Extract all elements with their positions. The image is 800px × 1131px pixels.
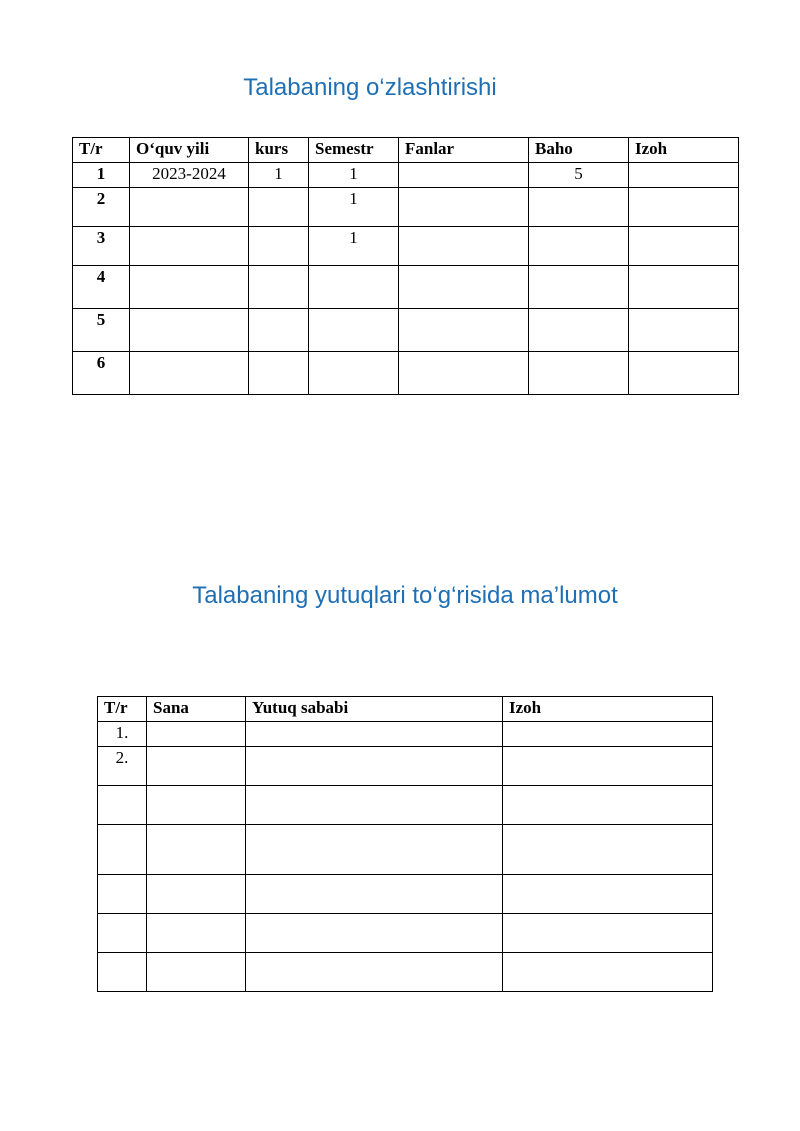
academic-year-cell — [130, 188, 249, 227]
table-row — [98, 914, 713, 953]
academic-year-cell: 2023-2024 — [130, 163, 249, 188]
course-cell — [249, 266, 309, 309]
note-cell — [503, 786, 713, 825]
row-number: 5 — [73, 309, 130, 352]
col-header-semester: Semestr — [309, 138, 399, 163]
row-number: 3 — [73, 227, 130, 266]
subjects-cell — [399, 227, 529, 266]
table-row — [73, 163, 739, 188]
col-header-note: Izoh — [503, 697, 713, 722]
date-cell — [147, 825, 246, 875]
table-row — [98, 875, 713, 914]
note-cell — [503, 914, 713, 953]
note-cell — [503, 825, 713, 875]
grade-cell — [529, 309, 629, 352]
academic-year-cell — [130, 266, 249, 309]
course-cell: 1 — [249, 163, 309, 188]
col-header-date: Sana — [147, 697, 246, 722]
note-cell — [629, 227, 739, 266]
course-cell — [249, 352, 309, 395]
subjects-cell — [399, 352, 529, 395]
table-row — [98, 825, 713, 875]
achievements-title: Talabaning yutuqlari to‘g‘risida ma’lumot — [192, 582, 618, 609]
note-cell — [629, 188, 739, 227]
grade-cell: 5 — [529, 163, 629, 188]
row-number: 1 — [73, 163, 130, 188]
reason-cell — [246, 747, 503, 786]
table-row — [98, 786, 713, 825]
col-header-achievement-reason: Yutuq sababi — [246, 697, 503, 722]
reason-cell — [246, 914, 503, 953]
reason-cell — [246, 722, 503, 747]
note-cell — [503, 722, 713, 747]
subjects-cell — [399, 309, 529, 352]
achievements-table — [97, 696, 713, 992]
table-row — [98, 953, 713, 992]
row-number: 6 — [73, 352, 130, 395]
reason-cell — [246, 953, 503, 992]
row-number — [98, 786, 147, 825]
semester-cell: 1 — [309, 163, 399, 188]
col-header-academic-year: O‘quv yili — [130, 138, 249, 163]
col-header-tr: T/r — [73, 138, 130, 163]
grade-cell — [529, 266, 629, 309]
subjects-cell — [399, 163, 529, 188]
table-row — [98, 747, 713, 786]
note-cell — [503, 875, 713, 914]
academic-year-cell — [130, 227, 249, 266]
col-header-grade: Baho — [529, 138, 629, 163]
achievements-header-row — [98, 697, 713, 722]
row-number: 4 — [73, 266, 130, 309]
row-number: 2. — [98, 747, 147, 786]
semester-cell: 1 — [309, 188, 399, 227]
table-row — [73, 188, 739, 227]
col-header-note: Izoh — [629, 138, 739, 163]
subjects-cell — [399, 188, 529, 227]
grade-cell — [529, 188, 629, 227]
subjects-cell — [399, 266, 529, 309]
course-cell — [249, 188, 309, 227]
row-number — [98, 825, 147, 875]
reason-cell — [246, 786, 503, 825]
row-number — [98, 914, 147, 953]
date-cell — [147, 747, 246, 786]
table-row — [73, 227, 739, 266]
reason-cell — [246, 825, 503, 875]
grades-header-row — [73, 138, 739, 163]
semester-cell: 1 — [309, 227, 399, 266]
row-number: 2 — [73, 188, 130, 227]
row-number — [98, 875, 147, 914]
academic-year-cell — [130, 309, 249, 352]
col-header-subjects: Fanlar — [399, 138, 529, 163]
table-row — [73, 352, 739, 395]
table-row — [73, 309, 739, 352]
grade-cell — [529, 352, 629, 395]
col-header-course: kurs — [249, 138, 309, 163]
reason-cell — [246, 875, 503, 914]
date-cell — [147, 722, 246, 747]
grades-title: Talabaning o‘zlashtirishi — [243, 74, 497, 101]
semester-cell — [309, 309, 399, 352]
row-number: 1. — [98, 722, 147, 747]
date-cell — [147, 953, 246, 992]
row-number — [98, 953, 147, 992]
semester-cell — [309, 352, 399, 395]
date-cell — [147, 786, 246, 825]
note-cell — [503, 747, 713, 786]
date-cell — [147, 914, 246, 953]
semester-cell — [309, 266, 399, 309]
academic-year-cell — [130, 352, 249, 395]
note-cell — [629, 352, 739, 395]
note-cell — [629, 163, 739, 188]
course-cell — [249, 227, 309, 266]
note-cell — [629, 266, 739, 309]
grade-cell — [529, 227, 629, 266]
col-header-tr: T/r — [98, 697, 147, 722]
date-cell — [147, 875, 246, 914]
course-cell — [249, 309, 309, 352]
table-row — [98, 722, 713, 747]
grades-table — [72, 137, 739, 395]
note-cell — [503, 953, 713, 992]
note-cell — [629, 309, 739, 352]
table-row — [73, 266, 739, 309]
